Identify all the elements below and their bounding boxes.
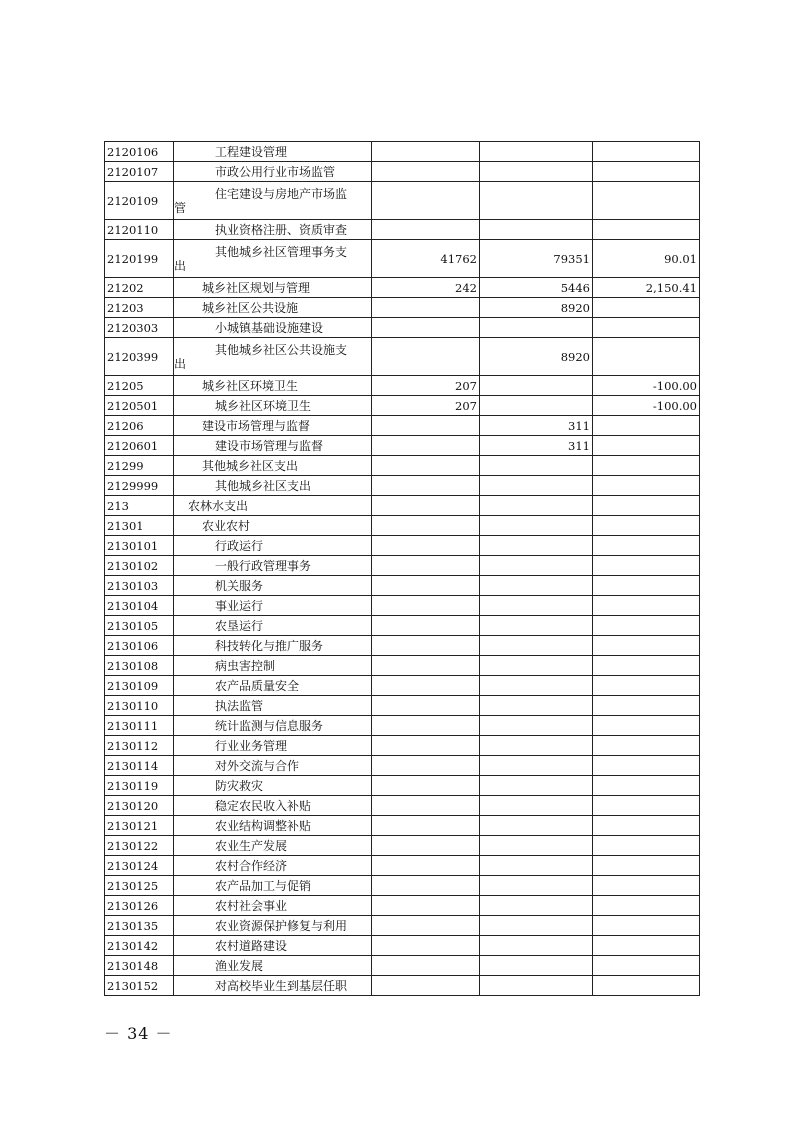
row-value-col3 [593,756,700,776]
table-row [105,616,700,636]
table-row [105,516,700,536]
row-name: 建设市场管理与监督 [174,436,372,456]
row-value-col3 [593,142,700,162]
row-code: 2130114 [105,756,174,776]
row-value-col2 [480,536,593,556]
row-code: 2130135 [105,916,174,936]
row-code: 2130148 [105,956,174,976]
row-name: 农产品质量安全 [174,676,372,696]
row-value-col2: 8920 [480,338,593,376]
row-value-col3: -100.00 [593,396,700,416]
row-name: 行政运行 [174,536,372,556]
row-value-col2 [480,776,593,796]
row-value-col3 [593,616,700,636]
row-code: 2130105 [105,616,174,636]
row-value-col2 [480,876,593,896]
row-code: 21299 [105,456,174,476]
row-value-col2 [480,376,593,396]
row-value-col3 [593,636,700,656]
row-name: 城乡社区环境卫生 [174,396,372,416]
row-value-col2 [480,476,593,496]
row-code: 2130110 [105,696,174,716]
row-value-col2 [480,956,593,976]
row-name: 执法监管 [174,696,372,716]
table-row [105,576,700,596]
row-value-col3: -100.00 [593,376,700,396]
row-name-line1: 其他城乡社区公共设施支 [215,342,348,357]
row-value-col2 [480,456,593,476]
row-value-col3: 90.01 [593,240,700,278]
row-code: 2130112 [105,736,174,756]
row-value-col1 [372,616,480,636]
table-row [105,716,700,736]
table-row [105,976,700,996]
row-name: 对外交流与合作 [174,756,372,776]
row-name-line2: 出 [174,356,187,371]
row-value-col2: 5446 [480,278,593,298]
row-name-line1: 其他城乡社区管理事务支 [215,244,348,259]
table-row [105,656,700,676]
row-value-col3: 2,150.41 [593,278,700,298]
row-value-col1 [372,916,480,936]
row-value-col3 [593,936,700,956]
table-row [105,396,700,416]
row-name: 农业生产发展 [174,836,372,856]
row-value-col3 [593,536,700,556]
row-value-col1 [372,796,480,816]
row-value-col1 [372,936,480,956]
row-value-col1 [372,876,480,896]
row-value-col3 [593,796,700,816]
row-code: 2130104 [105,596,174,616]
row-value-col1 [372,976,480,996]
row-value-col2 [480,318,593,338]
row-value-col2 [480,576,593,596]
row-value-col2 [480,142,593,162]
row-code: 2120110 [105,220,174,240]
row-value-col2 [480,596,593,616]
table-row [105,298,700,318]
table-row [105,896,700,916]
row-value-col1 [372,220,480,240]
row-code: 2130111 [105,716,174,736]
row-name: 城乡社区公共设施 [174,298,372,318]
row-code: 2130122 [105,836,174,856]
row-code: 2120106 [105,142,174,162]
row-name: 科技转化与推广服务 [174,636,372,656]
row-name: 统计监测与信息服务 [174,716,372,736]
table-row [105,676,700,696]
row-value-col1 [372,456,480,476]
row-code: 213 [105,496,174,516]
row-value-col1 [372,298,480,318]
row-value-col1: 207 [372,376,480,396]
row-code: 2130152 [105,976,174,996]
row-code: 2130120 [105,796,174,816]
row-value-col3 [593,596,700,616]
table-row [105,142,700,162]
table-row [105,556,700,576]
row-value-col3 [593,736,700,756]
row-value-col2 [480,916,593,936]
row-value-col1 [372,182,480,220]
row-code: 21301 [105,516,174,536]
row-code: 2130126 [105,896,174,916]
row-value-col2 [480,936,593,956]
row-name: 农林水支出 [174,496,372,516]
row-value-col3 [593,836,700,856]
row-value-col1 [372,536,480,556]
row-code: 21205 [105,376,174,396]
row-value-col3 [593,162,700,182]
row-value-col1 [372,596,480,616]
table-row [105,240,700,278]
table-row [105,416,700,436]
table-row [105,796,700,816]
row-value-col3 [593,298,700,318]
table-row [105,756,700,776]
row-value-col3 [593,338,700,376]
row-value-col3 [593,496,700,516]
row-value-col2 [480,556,593,576]
row-value-col1 [372,636,480,656]
row-code: 2120399 [105,338,174,376]
row-code: 2120303 [105,318,174,338]
row-value-col2 [480,736,593,756]
row-value-col2 [480,896,593,916]
row-name: 一般行政管理事务 [174,556,372,576]
table-row [105,338,700,376]
row-value-col3 [593,318,700,338]
row-code: 2120107 [105,162,174,182]
row-code: 2120109 [105,182,174,220]
row-value-col1 [372,736,480,756]
table-row [105,876,700,896]
table-row [105,596,700,616]
row-name: 行业业务管理 [174,736,372,756]
row-value-col2 [480,796,593,816]
row-value-col2 [480,756,593,776]
row-value-col2 [480,636,593,656]
row-value-col1: 242 [372,278,480,298]
row-name [174,182,372,220]
row-value-col3 [593,896,700,916]
row-value-col3 [593,416,700,436]
row-name-line2: 出 [174,258,187,273]
row-name: 农业资源保护修复与利用 [174,916,372,936]
row-value-col2 [480,716,593,736]
row-code: 2130106 [105,636,174,656]
row-value-col3 [593,856,700,876]
row-name: 执业资格注册、资质审查 [174,220,372,240]
table-row [105,836,700,856]
row-value-col2 [480,976,593,996]
table-row [105,436,700,456]
row-value-col1 [372,318,480,338]
row-name: 其他城乡社区支出 [174,476,372,496]
row-name: 其他城乡社区支出 [174,456,372,476]
row-code: 2130125 [105,876,174,896]
row-name: 农村合作经济 [174,856,372,876]
row-code: 2120501 [105,396,174,416]
row-value-col2 [480,516,593,536]
row-code: 21203 [105,298,174,318]
row-value-col3 [593,516,700,536]
row-name: 小城镇基础设施建设 [174,318,372,338]
row-value-col3 [593,436,700,456]
row-name: 病虫害控制 [174,656,372,676]
row-value-col2 [480,656,593,676]
table-row [105,278,700,298]
row-value-col2 [480,162,593,182]
row-code: 21202 [105,278,174,298]
row-name: 事业运行 [174,596,372,616]
row-name: 市政公用行业市场监管 [174,162,372,182]
table-row [105,536,700,556]
row-name: 机关服务 [174,576,372,596]
table-row [105,476,700,496]
table-row [105,456,700,476]
row-name: 城乡社区环境卫生 [174,376,372,396]
row-name: 稳定农民收入补贴 [174,796,372,816]
row-name: 渔业发展 [174,956,372,976]
row-value-col1 [372,896,480,916]
row-value-col3 [593,976,700,996]
row-code: 2130121 [105,816,174,836]
row-name: 农业农村 [174,516,372,536]
row-value-col2 [480,182,593,220]
row-code: 2130101 [105,536,174,556]
table-row [105,956,700,976]
row-value-col1 [372,338,480,376]
table-row [105,182,700,220]
row-name: 农垦运行 [174,616,372,636]
row-value-col1: 41762 [372,240,480,278]
row-value-col2 [480,696,593,716]
row-code: 2120601 [105,436,174,456]
row-code: 2120199 [105,240,174,278]
table-row [105,936,700,956]
row-name: 防灾救灾 [174,776,372,796]
page-number: － 34 － [104,1024,173,1043]
row-value-col1 [372,576,480,596]
row-value-col1 [372,656,480,676]
table-row [105,162,700,182]
row-value-col1 [372,496,480,516]
row-value-col3 [593,776,700,796]
table-row [105,220,700,240]
row-value-col2 [480,816,593,836]
row-code: 2130119 [105,776,174,796]
row-value-col3 [593,556,700,576]
row-name [174,240,372,278]
row-value-col2 [480,676,593,696]
row-value-col1 [372,556,480,576]
row-value-col1 [372,476,480,496]
row-value-col2 [480,496,593,516]
row-value-col2 [480,220,593,240]
table-row [105,696,700,716]
row-value-col2 [480,856,593,876]
row-name: 农村社会事业 [174,896,372,916]
row-value-col3 [593,220,700,240]
row-value-col3 [593,476,700,496]
row-value-col2: 311 [480,436,593,456]
row-value-col2: 311 [480,416,593,436]
table-row [105,736,700,756]
row-value-col1 [372,716,480,736]
row-value-col1 [372,756,480,776]
row-value-col3 [593,876,700,896]
row-value-col1 [372,776,480,796]
row-code: 2130103 [105,576,174,596]
row-value-col2 [480,836,593,856]
row-code: 2129999 [105,476,174,496]
row-value-col1 [372,836,480,856]
row-value-col1 [372,162,480,182]
row-value-col1 [372,416,480,436]
table-row [105,376,700,396]
row-value-col1 [372,696,480,716]
row-name: 城乡社区规划与管理 [174,278,372,298]
table-row [105,636,700,656]
row-name: 农业结构调整补贴 [174,816,372,836]
row-value-col3 [593,676,700,696]
table-row [105,856,700,876]
row-value-col1 [372,956,480,976]
row-value-col2: 8920 [480,298,593,318]
row-name-line1: 住宅建设与房地产市场监 [215,186,348,201]
row-name: 农村道路建设 [174,936,372,956]
budget-table [104,141,700,996]
row-code: 2130102 [105,556,174,576]
row-name: 农产品加工与促销 [174,876,372,896]
row-name-line2: 管 [174,200,187,215]
row-value-col1 [372,436,480,456]
row-value-col3 [593,456,700,476]
row-code: 2130109 [105,676,174,696]
row-code: 2130142 [105,936,174,956]
row-value-col3 [593,576,700,596]
row-value-col3 [593,916,700,936]
row-value-col3 [593,956,700,976]
row-value-col2 [480,616,593,636]
row-value-col1: 207 [372,396,480,416]
row-name: 建设市场管理与监督 [174,416,372,436]
row-name [174,338,372,376]
row-name: 对高校毕业生到基层任职 [174,976,372,996]
row-value-col3 [593,656,700,676]
table-body [105,142,700,996]
row-value-col1 [372,142,480,162]
row-value-col1 [372,516,480,536]
row-value-col3 [593,182,700,220]
row-code: 2130108 [105,656,174,676]
row-value-col3 [593,816,700,836]
table-row [105,816,700,836]
row-value-col3 [593,696,700,716]
table-row [105,776,700,796]
row-value-col3 [593,716,700,736]
row-code: 21206 [105,416,174,436]
row-name: 工程建设管理 [174,142,372,162]
table-row [105,318,700,338]
row-value-col2: 79351 [480,240,593,278]
row-value-col2 [480,396,593,416]
row-code: 2130124 [105,856,174,876]
row-value-col1 [372,856,480,876]
table-row [105,916,700,936]
table-row [105,496,700,516]
row-value-col1 [372,816,480,836]
row-value-col1 [372,676,480,696]
